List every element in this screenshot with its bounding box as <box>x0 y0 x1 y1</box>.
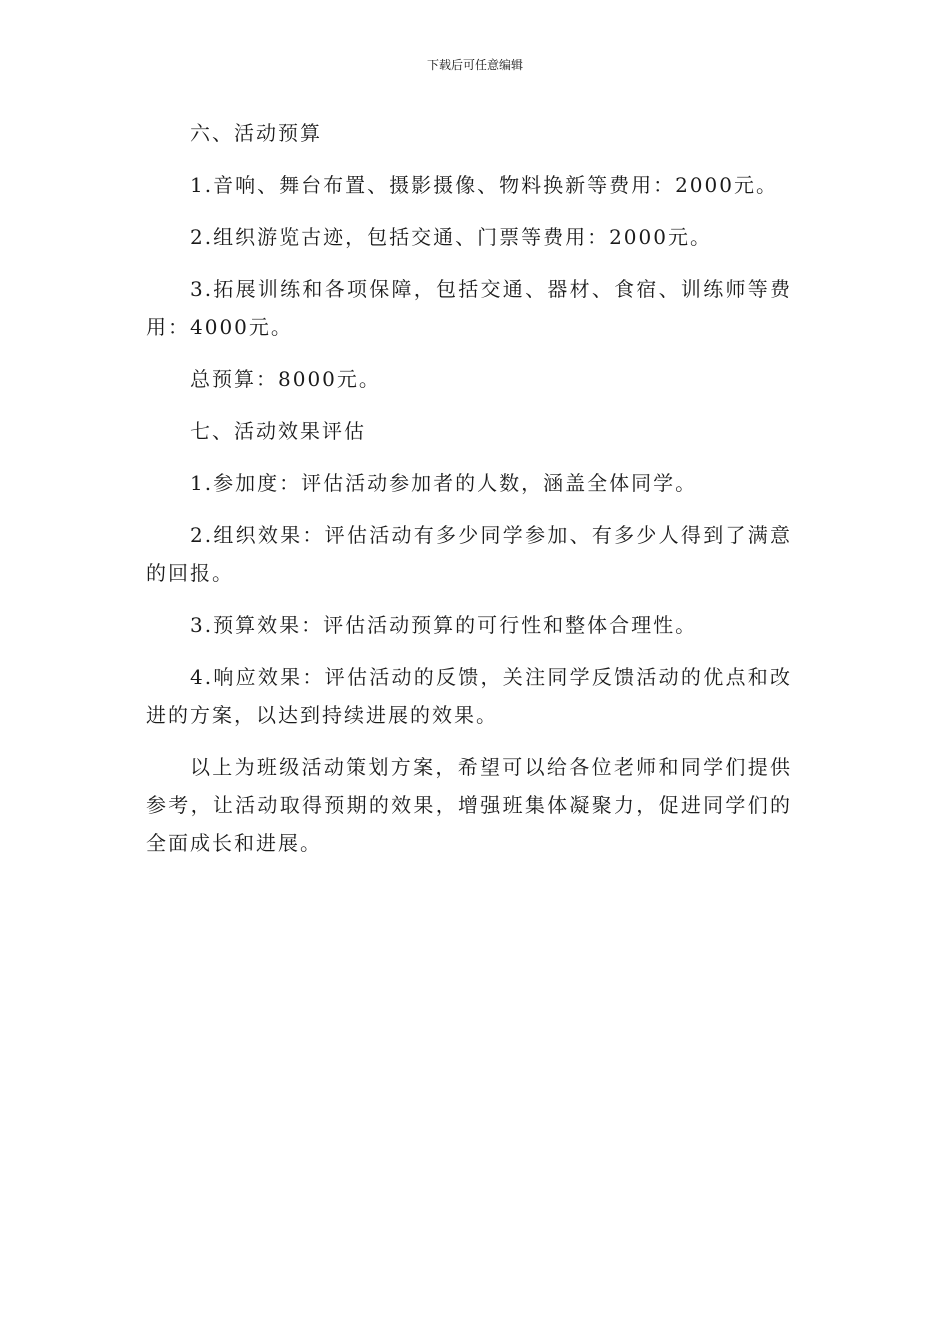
closing-paragraph: 以上为班级活动策划方案，希望可以给各位老师和同学们提供参考，让活动取得预期的效果，增强班集体凝聚力，促进同学们的全面成长和进展。 <box>146 755 792 855</box>
budget-total: 总预算：8000元。 <box>190 367 381 391</box>
evaluation-item-4: 4.响应效果：评估活动的反馈，关注同学反馈活动的优点和改进的方案，以达到持续进展的效果。 <box>146 665 792 727</box>
section-heading-budget: 六、活动预算 <box>190 121 322 145</box>
evaluation-item-1: 1.参加度：评估活动参加者的人数，涵盖全体同学。 <box>190 471 698 495</box>
budget-item-2: 2.组织游览古迹，包括交通、门票等费用：2000元。 <box>190 225 712 249</box>
budget-item-1: 1.音响、舞台布置、摄影摄像、物料换新等费用：2000元。 <box>190 173 778 197</box>
section-heading-evaluation: 七、活动效果评估 <box>190 419 366 443</box>
evaluation-item-3: 3.预算效果：评估活动预算的可行性和整体合理性。 <box>190 613 698 637</box>
budget-item-3: 3.拓展训练和各项保障，包括交通、器材、食宿、训练师等费用：4000元。 <box>146 277 792 339</box>
document-body <box>146 114 792 876</box>
header-note: 下载后可任意编辑 <box>426 58 523 72</box>
evaluation-item-2: 2.组织效果：评估活动有多少同学参加、有多少人得到了满意的回报。 <box>146 523 792 585</box>
